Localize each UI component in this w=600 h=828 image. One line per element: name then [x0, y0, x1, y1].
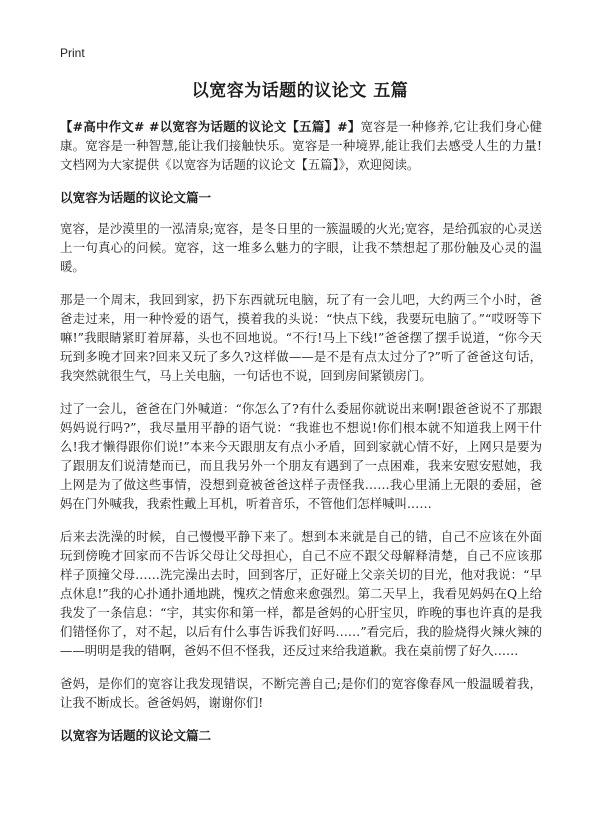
section-1-paragraph-3: 过了一会儿，爸爸在门外喊道：“你怎么了?有什么委屈你就说出来啊!跟爸爸说不了那跟妈妈说行吗?”，我尽量用平静的语气说：“我谁也不想说!你们根本就不知道我上网干什么!我才懒得跟你们说!”本来今天跟朋友有点小矛盾，回到家就心情不好，上网只是要为了跟朋友们说清楚而已，而且我另外一个朋友有遇到了一点困难，我来安慰安慰她，我上网是为了做这些事情，没想到竟被爸爸这样子责怪我……我心里涌上无限的委屈，爸妈在门外喊我，我索性戴上耳机，听着音乐，不管他们怎样喊叫…… [60, 401, 542, 511]
intro-text: 宽容是一种修养,它让我们身心健康。宽容是一种智慧,能让我们接触快乐。宽容是一种境界,能让我们去感受人生的力量!文档网为大家提供《以宽容为话题的议论文【五篇】》，欢迎阅读。 [60, 119, 542, 172]
article-body [60, 117, 542, 757]
section-1-paragraph-2: 那是一个周末，我回到家，扔下东西就玩电脑，玩了有一会儿吧，大约两三个小时，爸爸走过来，用一种怜爱的语气，摸着我的头说：“快点下线，我要玩电脑了。”“哎呀等下嘛!”我眼睛紧盯着屏幕，头也不回地说。“不行!马上下线!”爸爸摆了摆手说道，“你今天玩到多晚才回来?回来又玩了多久?这样做——是不是有点太过分了?”听了爸爸这句话，我突然就很生气，马上关电脑，一句话也不说，回到房间紧锁房门。 [60, 292, 542, 383]
page-title: 以宽容为话题的议论文 五篇 [191, 81, 409, 101]
intro-tag: 【#高中作文# #以宽容为话题的议论文【五篇】#】 [60, 119, 361, 134]
intro-paragraph [60, 117, 542, 174]
section-1-paragraph-4: 后来去洗澡的时候，自己慢慢平静下来了。想到本来就是自己的错，自己不应该在外面玩到傍晚才回家而不告诉父母让父母担心，自己不应不跟父母解释清楚，自己不应该那样子顶撞父母……洗完澡出去时，回到客厅，正好碰上父亲关切的目光，他对我说：“早点休息!”我的心扑通扑通地跳，愧疚之情愈来愈强烈。第二天早上，我看见妈妈在Q上给我发了一条信息：“宇，其实你和第一样，都是爸妈的心肝宝贝，昨晚的事也许真的是我们错怪你了，对不起，以后有什么事告诉我们好吗……”看完后，我的脸烧得火辣火辣的——明明是我的错啊，爸妈不但不怪我，还反过来给我道歉。我在桌前愣了好久…… [60, 529, 542, 658]
section-heading-1: 以宽容为话题的议论文篇一 [60, 190, 212, 205]
section-heading-2: 以宽容为话题的议论文篇二 [60, 728, 212, 743]
section-1-paragraph-1: 宽容，是沙漠里的一泓清泉;宽容，是冬日里的一簇温暖的火光;宽容，是给孤寂的心灵送上一句真心的问候。宽容，这一堆多么魅力的字眼，让我不禁想起了那份触及心灵的温暖。 [60, 221, 542, 274]
section-1-paragraph-5: 爸妈，是你们的宽容让我发现错误，不断完善自己;是你们的宽容像春风一般温暖着我，让我不断成长。爸爸妈妈，谢谢你们! [60, 676, 542, 710]
print-link[interactable]: Print [60, 46, 85, 60]
